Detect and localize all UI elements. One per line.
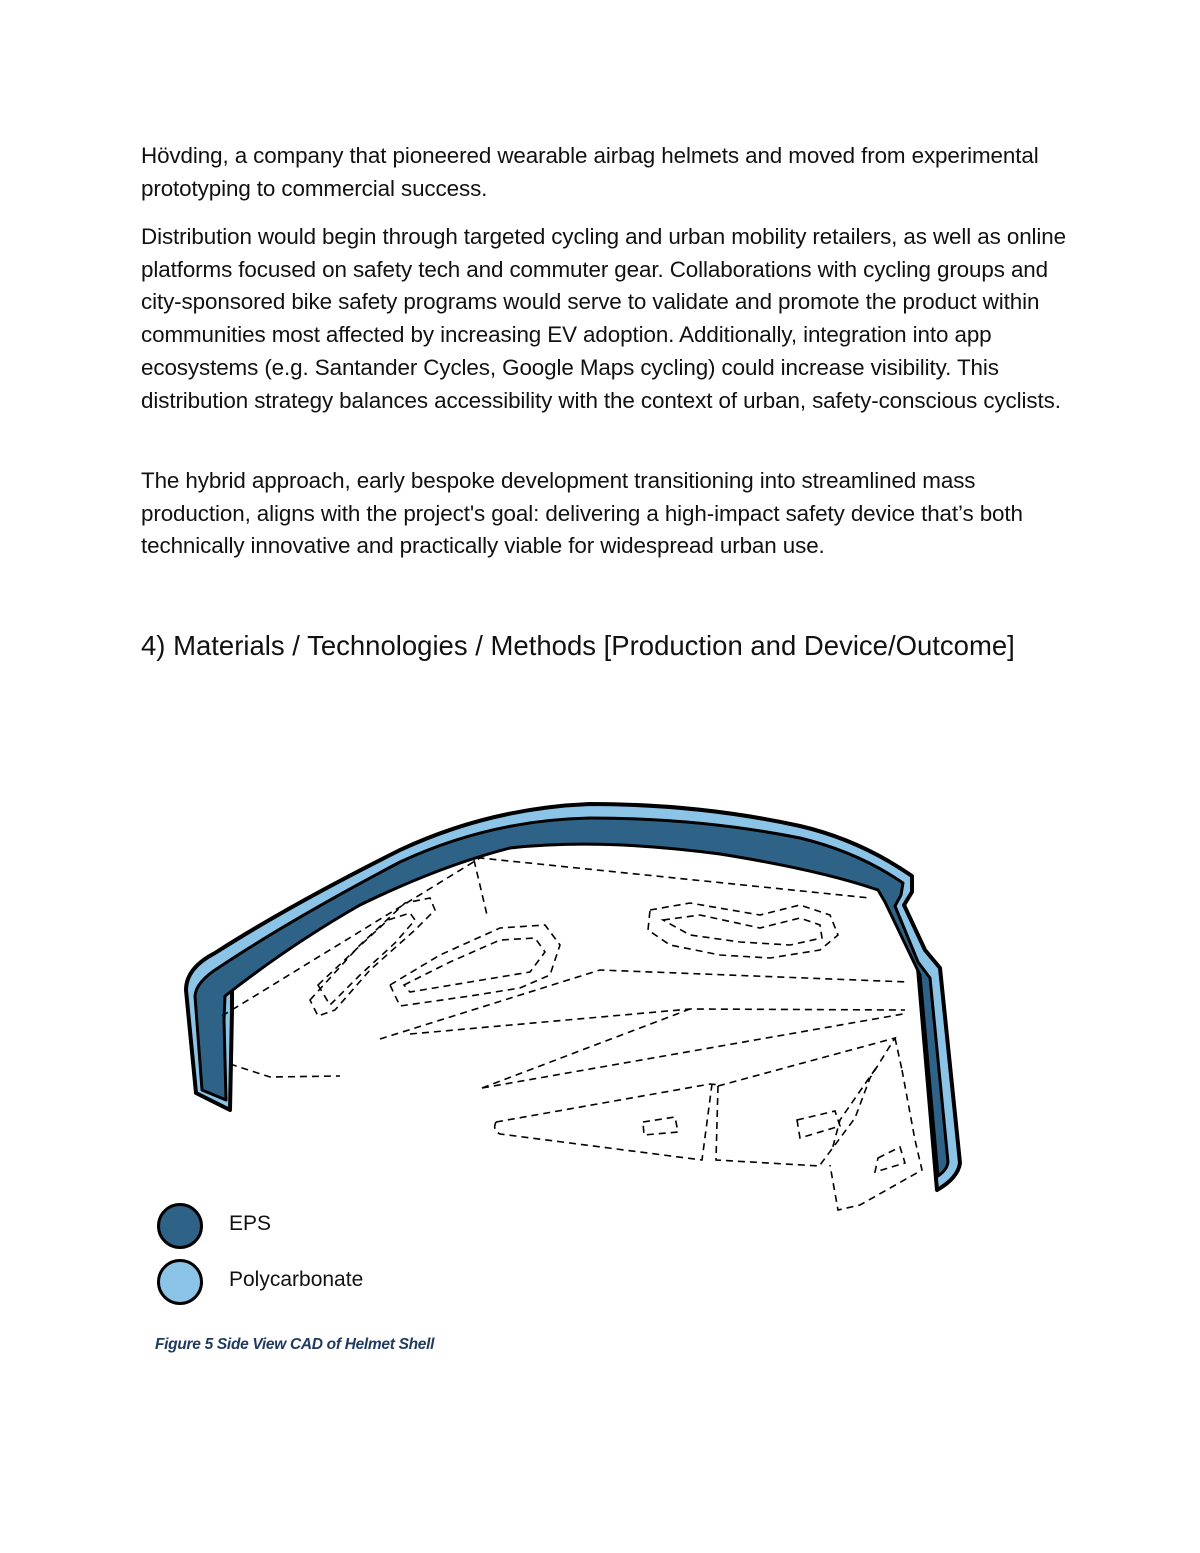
legend-label-polycarbonate: Polycarbonate bbox=[229, 1268, 364, 1291]
section-heading: 4) Materials / Technologies / Methods [Production and Device/Outcome] bbox=[141, 630, 1015, 661]
helmet-shell-side-view-figure bbox=[0, 780, 1200, 1240]
figure-caption: Figure 5 Side View CAD of Helmet Shell bbox=[155, 1336, 435, 1353]
paragraph-distribution: Distribution would begin through targeted cycling and urban mobility retailers, as well as online platforms focused on safety tech and commuter gear. Collaborations with cycling groups and city-sponsored bike safety programs would serve to validate and promote the product within communities most affected by increasing EV adoption. Additionally, integration into app ecosystems (e.g. Santander Cycles, Google Maps cycling) could increase visibility. This distribution strategy balances accessibility with the context of urban, safety-conscious cyclists. bbox=[141, 224, 1067, 413]
legend-label-eps: EPS bbox=[229, 1212, 272, 1235]
eps-liner bbox=[195, 818, 948, 1176]
legend-swatch-eps bbox=[157, 1203, 203, 1249]
paragraph-hybrid-approach: The hybrid approach, early bespoke development transitioning into streamlined mass production, aligns with the project's goal: delivering a high-impact safety device that’s both technically innovative and practically viable for widespread urban use. bbox=[141, 468, 1023, 559]
paragraph-hovding: Hövding, a company that pioneered wearable airbag helmets and moved from experimental prototyping to commercial success. bbox=[141, 143, 1039, 201]
legend-swatch-polycarbonate bbox=[157, 1259, 203, 1305]
